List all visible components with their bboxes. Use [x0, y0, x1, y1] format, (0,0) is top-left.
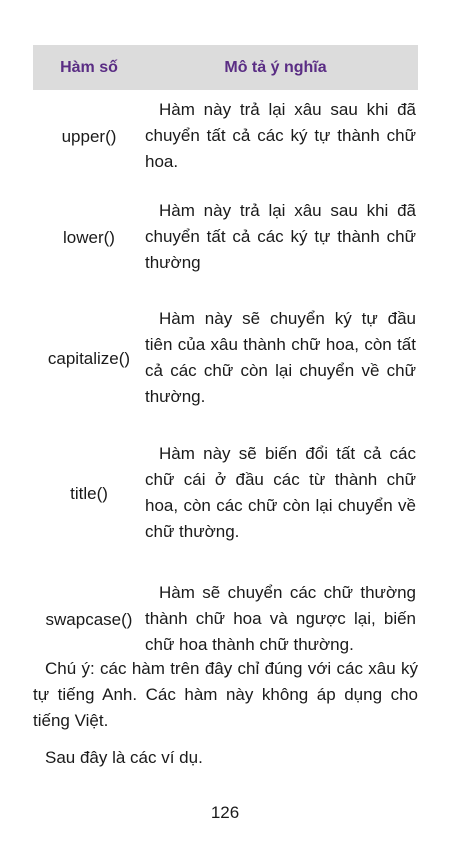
table-row — [33, 184, 418, 290]
table-header — [33, 45, 418, 90]
function-name: title() — [70, 484, 108, 503]
function-description: Hàm này sẽ chuyển ký tự đầu tiên của xâu thành chữ hoa, còn tất cả các chữ còn lại chuyển về chữ thường. — [145, 309, 416, 406]
header-description: Mô tả ý nghĩa — [224, 58, 327, 76]
examples-intro: Sau đây là các ví dụ. — [45, 748, 203, 767]
function-description: Hàm này trả lại xâu sau khi đã chuyển tất cả các ký tự thành chữ hoa. — [145, 100, 416, 171]
function-name: capitalize() — [47, 349, 131, 368]
function-description: Hàm này trả lại xâu sau khi đã chuyển tất cả các ký tự thành chữ thường — [145, 201, 416, 272]
note-paragraph: Chú ý: các hàm trên đây chỉ đúng với các xâu ký tự tiếng Anh. Các hàm này không áp dụng cho tiếng Việt. — [33, 659, 418, 730]
table-row — [33, 290, 418, 426]
header-function: Hàm số — [60, 58, 118, 76]
page-number: 126 — [210, 803, 240, 822]
function-name: upper() — [61, 127, 117, 146]
function-description: Hàm này sẽ biến đổi tất cả các chữ cái ở đầu các từ thành chữ hoa, còn các chữ còn lại chuyển về chữ thường. — [145, 444, 416, 541]
function-name: swapcase() — [45, 610, 133, 629]
string-functions-table — [33, 45, 418, 678]
table-row — [33, 90, 418, 182]
function-name: lower() — [63, 228, 115, 247]
table-row — [33, 426, 418, 560]
function-description: Hàm sẽ chuyển các chữ thường thành chữ hoa và ngược lại, biến chữ hoa thành chữ thường. — [145, 583, 416, 654]
